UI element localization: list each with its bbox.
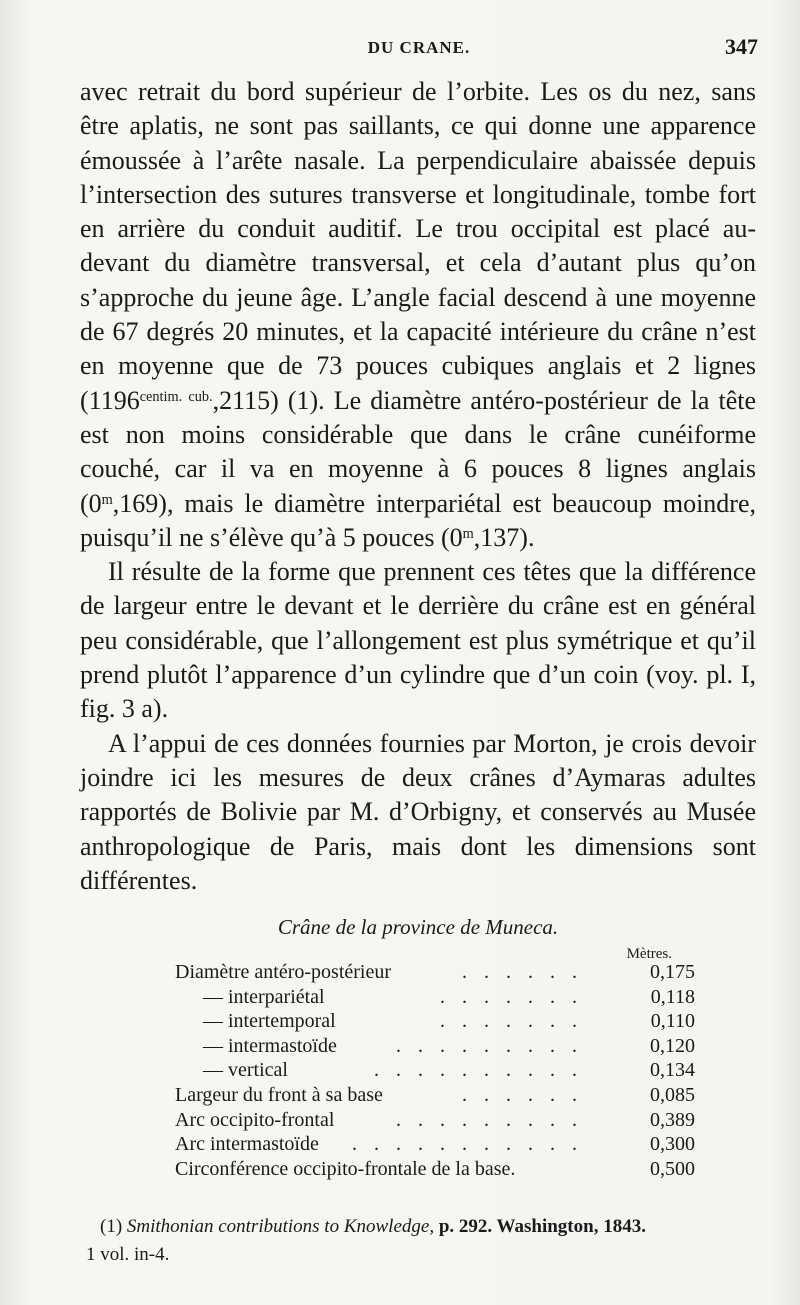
table-unit-header: Mètres. [626,946,672,962]
row-label: — intermastoïde [203,1034,337,1057]
table-row [175,1108,695,1133]
table-row [175,1157,695,1182]
footnote-title: Smithonian contributions to Knowledge, [126,1216,435,1237]
footnote-marker: (1) [100,1216,123,1237]
table-row [175,1132,695,1157]
paragraph-1-part-a: avec retrait du bord supérieur de l’orbite. Les os du nez, sans être aplatis, ne sont pas saillants, ce qui donne une apparence émoussée à l’arête nasale. La perpendiculaire abaissée depuis l’intersection des sutures transverse et longitudinale, tombe fort en arrière du conduit auditif. Le trou occipital est placé au-devant du diamètre transversal, et cela d’autant plus qu’on s’approche du jeune âge. L’angle facial descend à une moyenne de 67 degrés 20 minutes, et la capacité intérieure du crâne n’est en moyenne que de 73 pouces cubiques anglais et 2 lignes (1196 [80,77,756,415]
row-leader-dots: . . . . . . [462,961,583,983]
row-label: Largeur du front à sa base [175,1083,383,1106]
paragraph-1-part-c: ,169), mais le diamètre interpariétal est beaucoup moindre, puisqu’il ne s’élève qu’à 5 pouces (0 [80,488,756,552]
row-label: Diamètre antéro-postérieur [175,961,392,983]
footnote-continuation: 1 vol. in-4. [86,1244,170,1265]
paragraph-1 [80,75,756,555]
row-label: — interpariétal [203,985,325,1008]
row-label: Arc intermastoïde [175,1133,319,1156]
table-row [175,960,695,985]
superscript-centim-cub: centim. cub. [139,388,213,405]
paragraph-3: A l’appui de ces données fournies par Morton, je crois devoir joindre ici les mesures de deux crânes d’Aymaras adultes rapportés de Bolivie par M. d’Orbigny, et conservés au Musée anthropologique de Paris, mais dont les dimensions sont différentes. [80,728,756,895]
row-leader-dots: . . . . . . . . . [396,1034,583,1057]
row-leader-dots: . . . . . . . . . . [374,1059,583,1082]
row-value: 0,134 [650,1059,695,1082]
row-label: — vertical [203,1059,288,1082]
page-number: 347 [725,34,758,59]
row-leader-dots: . . . . . . . . . [396,1108,583,1131]
running-title: DU CRANE. [367,38,471,57]
paragraph-2: Il résulte de la forme que prennent ces têtes que la différence de largeur entre le devant et le derrière du crâne est en général peu considérable, que l’allongement est plus symétrique et qu’il prend plutôt l’apparence d’un cylindre que d’un coin (voy. pl. I, fig. 3 a). [80,557,756,724]
table-row [175,1009,695,1034]
row-value: 0,500 [650,1157,695,1180]
row-value: 0,110 [650,1010,695,1033]
body-text [80,75,756,898]
row-leader-dots: . . . . . . . . . . . [352,1133,583,1156]
row-value: 0,175 [650,961,695,983]
row-label: — intertemporal [203,1010,336,1033]
paragraph-1-part-b: ,2115) (1). Le diamètre antéro-postérieur de la tête est non moins considérable que dans le crâne cunéiforme couché, car il va en moyenne à 6 pouces 8 lignes anglais (0 [80,385,757,518]
superscript-metre-2: m [462,526,474,542]
table-caption: Crâne de la province de Muneca. [277,915,559,939]
table-row [175,1034,695,1059]
footnote-details: p. 292. Washington, 1843. [438,1216,646,1237]
row-leader-dots: . . . . . . . [440,1010,583,1033]
superscript-metre-1: m [101,491,113,508]
footnote-line [100,1213,760,1241]
paragraph-1-part-d: ,137). [473,522,535,552]
footnote [86,1213,760,1269]
row-leader-dots: . . . . . . [462,1083,583,1106]
row-value: 0,118 [650,985,695,1008]
running-head [80,32,758,62]
table-row [175,1058,695,1083]
table-row [175,1083,695,1108]
row-value: 0,120 [650,1034,695,1057]
measurements-table [175,960,695,1181]
table-row [175,985,695,1010]
row-label: Arc occipito-frontal [175,1108,335,1131]
row-value: 0,300 [650,1133,695,1156]
row-leader-dots: . . . . . . . [440,985,583,1008]
row-value: 0,389 [650,1108,695,1131]
row-label: Circonférence occipito-frontale de la base. [175,1157,516,1180]
row-value: 0,085 [650,1083,695,1106]
